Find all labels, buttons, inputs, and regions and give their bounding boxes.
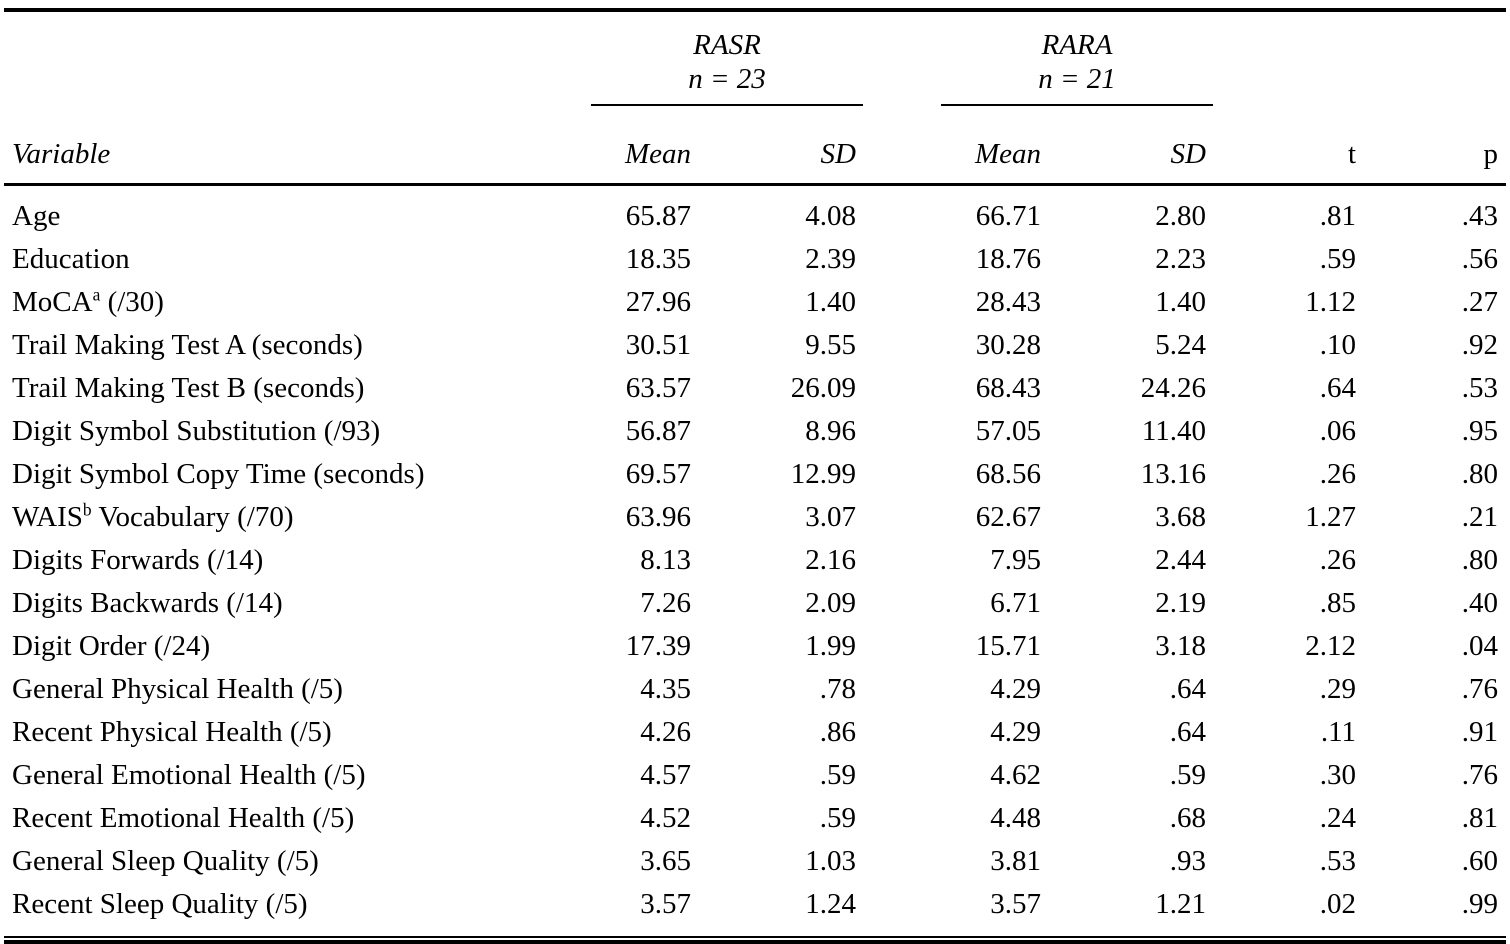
cell-rara-mean: 62.67 bbox=[975, 501, 1041, 533]
table-row bbox=[4, 582, 1506, 625]
cell-variable: Digit Symbol Substitution (/93) bbox=[12, 415, 381, 447]
cell-variable: General Sleep Quality (/5) bbox=[12, 845, 319, 877]
cell-rara-mean: 3.57 bbox=[990, 888, 1041, 920]
cell-p: .40 bbox=[1461, 587, 1498, 619]
cell-p: .43 bbox=[1461, 200, 1498, 232]
cell-rasr-mean: 4.52 bbox=[640, 802, 691, 834]
group-header-spacer bbox=[1364, 10, 1506, 107]
table-bottom-rule bbox=[4, 936, 1506, 944]
cell-rara-sd: 2.23 bbox=[1155, 243, 1206, 275]
cell-t: .81 bbox=[1319, 200, 1356, 232]
col-header-rara-sd: SD bbox=[1049, 107, 1214, 185]
cell-p: .04 bbox=[1461, 630, 1498, 662]
cell-rara-sd: .93 bbox=[1169, 845, 1206, 877]
cell-rasr-mean: 63.57 bbox=[625, 372, 691, 404]
cell-rara-sd: 2.44 bbox=[1155, 544, 1206, 576]
cell-rasr-sd: 2.16 bbox=[805, 544, 856, 576]
cell-rasr-mean: 18.35 bbox=[625, 243, 691, 275]
cell-variable: General Emotional Health (/5) bbox=[12, 759, 366, 791]
cell-rara-mean: 15.71 bbox=[975, 630, 1041, 662]
group-name-rasr: RASR bbox=[693, 29, 761, 61]
cell-rara-mean: 4.62 bbox=[990, 759, 1041, 791]
cell-rara-sd: 5.24 bbox=[1155, 329, 1206, 361]
cell-rara-sd: 3.68 bbox=[1155, 501, 1206, 533]
cell-t: .30 bbox=[1319, 759, 1356, 791]
table-row bbox=[4, 883, 1506, 933]
cell-t: .11 bbox=[1320, 716, 1356, 748]
cell-rara-mean: 68.56 bbox=[975, 458, 1041, 490]
variable-label-suffix: Vocabulary (/70) bbox=[91, 501, 294, 533]
cell-variable: Recent Physical Health (/5) bbox=[12, 716, 332, 748]
cell-rasr-sd: .78 bbox=[819, 673, 856, 705]
cell-rara-mean: 4.48 bbox=[990, 802, 1041, 834]
cell-variable: Digits Forwards (/14) bbox=[12, 544, 264, 576]
group-header-rasr bbox=[559, 10, 864, 107]
cell-rasr-sd: 1.03 bbox=[805, 845, 856, 877]
cell-rasr-sd: 2.39 bbox=[805, 243, 856, 275]
cell-rasr-mean: 3.57 bbox=[640, 888, 691, 920]
footnote-marker: a bbox=[92, 284, 101, 305]
table-row bbox=[4, 754, 1506, 797]
cell-p: .76 bbox=[1461, 673, 1498, 705]
cell-t: 2.12 bbox=[1305, 630, 1356, 662]
table-row bbox=[4, 410, 1506, 453]
cell-rasr-mean: 69.57 bbox=[625, 458, 691, 490]
cell-t: 1.12 bbox=[1305, 286, 1356, 318]
group-box-rasr bbox=[591, 28, 863, 106]
cell-rara-mean: 68.43 bbox=[975, 372, 1041, 404]
variable-label: MoCA bbox=[12, 286, 93, 318]
cell-rara-mean: 66.71 bbox=[975, 200, 1041, 232]
cell-rara-mean: 28.43 bbox=[975, 286, 1041, 318]
col-header-p: p bbox=[1364, 107, 1506, 185]
cell-variable: Digit Symbol Copy Time (seconds) bbox=[12, 458, 425, 490]
cell-rasr-mean: 3.65 bbox=[640, 845, 691, 877]
col-header-rasr-mean: Mean bbox=[559, 107, 699, 185]
col-header-rara-mean: Mean bbox=[864, 107, 1049, 185]
col-header-rasr-sd: SD bbox=[699, 107, 864, 185]
group-header-spacer bbox=[1214, 10, 1364, 107]
cell-p: .92 bbox=[1461, 329, 1498, 361]
cell-rasr-sd: 2.09 bbox=[805, 587, 856, 619]
cell-rasr-mean: 7.26 bbox=[640, 587, 691, 619]
cell-p: .27 bbox=[1461, 286, 1498, 318]
footnote-marker: b bbox=[82, 499, 92, 520]
cell-p: .60 bbox=[1461, 845, 1498, 877]
table-row bbox=[4, 324, 1506, 367]
cell-rasr-sd: 8.96 bbox=[805, 415, 856, 447]
cell-rara-mean: 6.71 bbox=[990, 587, 1041, 619]
cell-variable: Trail Making Test B (seconds) bbox=[12, 372, 365, 404]
cell-t: .64 bbox=[1319, 372, 1356, 404]
cell-variable: Education bbox=[12, 243, 130, 275]
variable-label-suffix: (/30) bbox=[100, 286, 164, 318]
cell-t: .24 bbox=[1319, 802, 1356, 834]
cell-p: .53 bbox=[1461, 372, 1498, 404]
cell-rasr-sd: .59 bbox=[819, 802, 856, 834]
cell-t: .26 bbox=[1319, 458, 1356, 490]
cell-rara-sd: 3.18 bbox=[1155, 630, 1206, 662]
cell-rasr-mean: 56.87 bbox=[625, 415, 691, 447]
cell-rara-mean: 57.05 bbox=[975, 415, 1041, 447]
cell-variable: Age bbox=[12, 200, 61, 232]
col-header-variable: Variable bbox=[4, 107, 559, 185]
cell-t: .06 bbox=[1319, 415, 1356, 447]
cell-p: .81 bbox=[1461, 802, 1498, 834]
cell-t: .53 bbox=[1319, 845, 1356, 877]
table-row bbox=[4, 238, 1506, 281]
cell-p: .91 bbox=[1461, 716, 1498, 748]
cell-p: .21 bbox=[1461, 501, 1498, 533]
group-header-row bbox=[4, 10, 1506, 107]
cell-t: .10 bbox=[1319, 329, 1356, 361]
group-header-rara bbox=[864, 10, 1214, 107]
cell-rara-sd: 1.21 bbox=[1155, 888, 1206, 920]
variable-label: WAIS bbox=[12, 501, 83, 533]
cell-rara-mean: 3.81 bbox=[990, 845, 1041, 877]
cell-rasr-sd: 1.24 bbox=[805, 888, 856, 920]
table-row bbox=[4, 711, 1506, 754]
table-row bbox=[4, 668, 1506, 711]
table-row bbox=[4, 840, 1506, 883]
table-row bbox=[4, 539, 1506, 582]
cell-rara-sd: .59 bbox=[1169, 759, 1206, 791]
cell-t: .29 bbox=[1319, 673, 1356, 705]
cell-variable: Digits Backwards (/14) bbox=[12, 587, 283, 619]
cell-rasr-sd: .86 bbox=[819, 716, 856, 748]
cell-rara-sd: .64 bbox=[1169, 716, 1206, 748]
cell-rara-mean: 4.29 bbox=[990, 716, 1041, 748]
cell-rara-sd: 13.16 bbox=[1140, 458, 1206, 490]
cell-rasr-mean: 30.51 bbox=[625, 329, 691, 361]
cell-rara-sd: 2.80 bbox=[1155, 200, 1206, 232]
cell-variable: General Physical Health (/5) bbox=[12, 673, 343, 705]
cell-rara-mean: 30.28 bbox=[975, 329, 1041, 361]
column-header-row bbox=[4, 107, 1506, 185]
cell-rasr-mean: 65.87 bbox=[625, 200, 691, 232]
table-row bbox=[4, 496, 1506, 539]
cell-rara-sd: 24.26 bbox=[1140, 372, 1206, 404]
cell-rasr-mean: 4.57 bbox=[640, 759, 691, 791]
cell-rasr-sd: 9.55 bbox=[805, 329, 856, 361]
cell-variable bbox=[4, 281, 559, 324]
cell-rasr-sd: .59 bbox=[819, 759, 856, 791]
group-n-rasr: n = 23 bbox=[688, 63, 766, 95]
cell-p: .99 bbox=[1461, 888, 1498, 920]
cell-rara-sd: 1.40 bbox=[1155, 286, 1206, 318]
group-name-rara: RARA bbox=[1041, 29, 1113, 61]
cell-variable bbox=[4, 496, 559, 539]
cell-t: .26 bbox=[1319, 544, 1356, 576]
cell-rara-sd: .64 bbox=[1169, 673, 1206, 705]
col-header-t: t bbox=[1214, 107, 1364, 185]
group-box-rara bbox=[941, 28, 1213, 106]
cell-rara-sd: 2.19 bbox=[1155, 587, 1206, 619]
table-row bbox=[4, 797, 1506, 840]
group-n-rara: n = 21 bbox=[1038, 63, 1116, 95]
group-header-spacer bbox=[4, 10, 559, 107]
cell-p: .56 bbox=[1461, 243, 1498, 275]
table-row bbox=[4, 281, 1506, 324]
cell-p: .80 bbox=[1461, 458, 1498, 490]
cell-p: .76 bbox=[1461, 759, 1498, 791]
cell-rasr-mean: 4.35 bbox=[640, 673, 691, 705]
cell-rara-sd: .68 bbox=[1169, 802, 1206, 834]
cell-rara-mean: 4.29 bbox=[990, 673, 1041, 705]
cell-rasr-sd: 1.40 bbox=[805, 286, 856, 318]
cell-t: 1.27 bbox=[1305, 501, 1356, 533]
cell-rasr-sd: 26.09 bbox=[790, 372, 856, 404]
cell-rara-mean: 18.76 bbox=[975, 243, 1041, 275]
cell-t: .02 bbox=[1319, 888, 1356, 920]
cell-variable: Digit Order (/24) bbox=[12, 630, 211, 662]
cell-rasr-sd: 3.07 bbox=[805, 501, 856, 533]
cell-variable: Trail Making Test A (seconds) bbox=[12, 329, 363, 361]
table-row bbox=[4, 625, 1506, 668]
table-row bbox=[4, 185, 1506, 239]
cell-t: .85 bbox=[1319, 587, 1356, 619]
cell-rasr-mean: 4.26 bbox=[640, 716, 691, 748]
cell-rara-mean: 7.95 bbox=[990, 544, 1041, 576]
cell-rara-sd: 11.40 bbox=[1141, 415, 1206, 447]
cell-rasr-mean: 27.96 bbox=[625, 286, 691, 318]
cell-p: .95 bbox=[1461, 415, 1498, 447]
cell-rasr-sd: 12.99 bbox=[790, 458, 856, 490]
group-comparison-table bbox=[4, 8, 1506, 933]
cell-rasr-sd: 4.08 bbox=[805, 200, 856, 232]
table-row bbox=[4, 453, 1506, 496]
cell-rasr-mean: 17.39 bbox=[625, 630, 691, 662]
cell-p: .80 bbox=[1461, 544, 1498, 576]
cell-variable: Recent Emotional Health (/5) bbox=[12, 802, 355, 834]
cell-t: .59 bbox=[1319, 243, 1356, 275]
cell-rasr-mean: 63.96 bbox=[625, 501, 691, 533]
cell-variable: Recent Sleep Quality (/5) bbox=[12, 888, 308, 920]
table-row bbox=[4, 367, 1506, 410]
cell-rasr-sd: 1.99 bbox=[805, 630, 856, 662]
cell-rasr-mean: 8.13 bbox=[640, 544, 691, 576]
